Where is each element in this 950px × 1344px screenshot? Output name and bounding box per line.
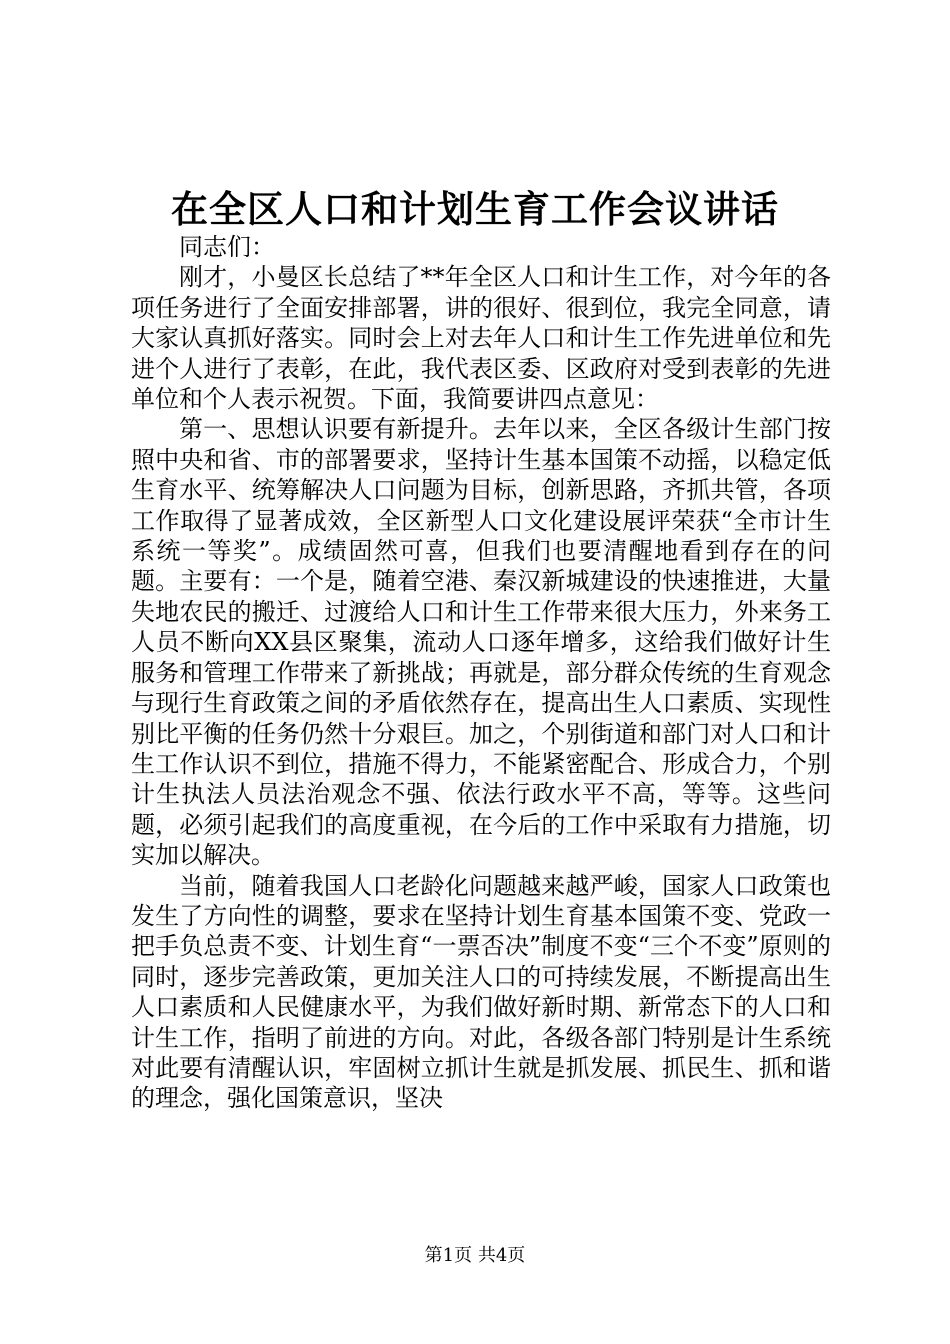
page-number: 第1页 bbox=[424, 1245, 473, 1266]
document-body bbox=[131, 232, 831, 1114]
paragraph-3: 当前，随着我国人口老龄化问题越来越严峻，国家人口政策也发生了方向性的调整，要求在坚持计划生育基本国策不变、党政一把手负总责不变、计划生育“一票否决”制度不变“三个不变”原则的同时，逐步完善政策，更加关注人口的可持续发展，不断提高出生人口素质和人民健康水平，为我们做好新时期、新常态下的人口和计生工作，指明了前进的方向。对此，各级各部门特别是计生系统对此要有清醒认识，牢固树立抓计生就是抓发展、抓民生、抓和谐的理念，强化国策意识，坚决 bbox=[131, 871, 831, 1113]
paragraph-2: 第一、思想认识要有新提升。去年以来，全区各级计生部门按照中央和省、市的部署要求，坚持计生基本国策不动摇，以稳定低生育水平、统筹解决人口问题为目标，创新思路，齐抓共管，各项工作取得了显著成效，全区新型人口文化建设展评荣获“全市计生系统一等奖”。成绩固然可喜，但我们也要清醒地看到存在的问题。主要有：一个是，随着空港、秦汉新城建设的快速推进，大量失地农民的搬迁、过渡给人口和计生工作带来很大压力，外来务工人员不断向XX县区聚集，流动人口逐年增多，这给我们做好计生服务和管理工作带来了新挑战；再就是，部分群众传统的生育观念与现行生育政策之间的矛盾依然存在，提高出生人口素质、实现性别比平衡的任务仍然十分艰巨。加之，个别街道和部门对人口和计生工作认识不到位，措施不得力，不能紧密配合、形成合力，个别计生执法人员法治观念不强、依法行政水平不高，等等。这些问题，必须引起我们的高度重视，在今后的工作中采取有力措施，切实加以解决。 bbox=[131, 415, 831, 870]
document-title: 在全区人口和计划生育工作会议讲话 bbox=[171, 187, 779, 231]
salutation: 同志们： bbox=[179, 233, 275, 261]
paragraph-1: 刚才，小曼区长总结了**年全区人口和计生工作，对今年的各项任务进行了全面安排部署，讲的很好、很到位，我完全同意，请大家认真抓好落实。同时会上对去年人口和计生工作先进单位和先进个人进行了表彰，在此，我代表区委、区政府对受到表彰的先进单位和个人表示祝贺。下面，我简要讲四点意见： bbox=[131, 263, 831, 414]
page-footer bbox=[0, 1244, 950, 1268]
page-total: 共4页 bbox=[477, 1245, 526, 1266]
